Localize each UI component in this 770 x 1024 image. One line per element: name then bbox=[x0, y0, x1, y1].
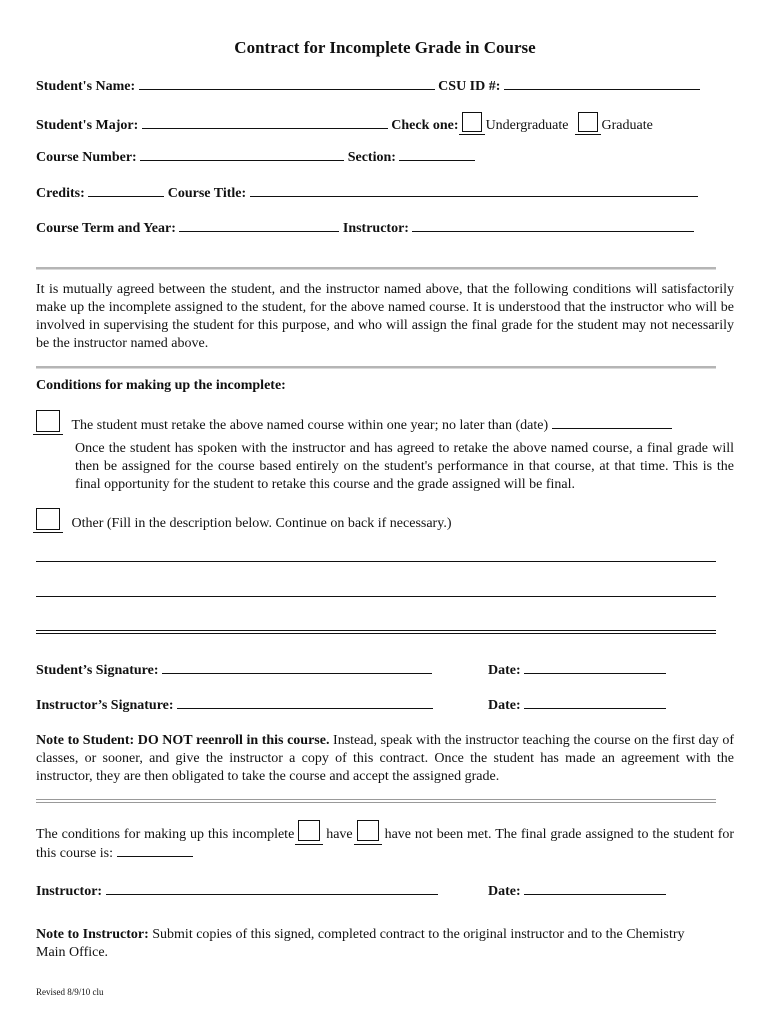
note-to-student-heading: Note to Student: DO NOT reenroll in this course. bbox=[36, 733, 330, 748]
other-text: Other (Fill in the description below. Continue on back if necessary.) bbox=[71, 516, 452, 531]
undergraduate-label: Undergraduate bbox=[485, 118, 569, 133]
final-instructor-field[interactable] bbox=[106, 882, 438, 895]
course-title-label: Course Title: bbox=[167, 186, 247, 201]
check-one-label: Check one: bbox=[391, 118, 459, 133]
student-date-field[interactable] bbox=[524, 661, 666, 674]
instructor-date-label: Date: bbox=[488, 698, 521, 713]
course-term-field[interactable] bbox=[179, 219, 339, 232]
credits-label: Credits: bbox=[36, 186, 85, 201]
completion-statement bbox=[36, 820, 734, 863]
other-description-line[interactable] bbox=[36, 596, 716, 597]
other-description-line[interactable] bbox=[36, 630, 716, 634]
have-not-checkbox[interactable] bbox=[357, 820, 379, 841]
course-number-field[interactable] bbox=[140, 148, 344, 161]
credits-field[interactable] bbox=[88, 184, 164, 197]
agreement-paragraph: It is mutually agreed between the student, and the instructor named above, that the following conditions will satisfactorily make up the incomplete assigned to the student, for the above named course. It is understood that the instructor who will be involved in supervising the student for this purpose, and who will assign the final grade for the student may not necessarily be the instructor named above. bbox=[36, 282, 734, 351]
graduate-label: Graduate bbox=[601, 118, 653, 133]
section-field[interactable] bbox=[399, 148, 475, 161]
have-checkbox[interactable] bbox=[298, 820, 320, 841]
csu-id-label: CSU ID #: bbox=[438, 79, 501, 94]
section-divider bbox=[36, 366, 716, 369]
course-number-label: Course Number: bbox=[36, 150, 137, 165]
section-label: Section: bbox=[347, 150, 396, 165]
instructor-signature-row bbox=[36, 696, 433, 714]
student-name-row bbox=[36, 77, 700, 95]
student-name-field[interactable] bbox=[139, 77, 435, 90]
csu-id-field[interactable] bbox=[504, 77, 700, 90]
student-major-row bbox=[36, 112, 653, 134]
revision-note: Revised 8/9/10 clu bbox=[36, 987, 104, 997]
note-to-instructor-heading: Note to Instructor: bbox=[36, 927, 149, 942]
instructor-label: Instructor: bbox=[342, 221, 409, 236]
final-date-label: Date: bbox=[488, 884, 521, 899]
final-grade-field[interactable] bbox=[117, 844, 193, 857]
graduate-checkbox[interactable] bbox=[578, 112, 598, 132]
section-divider bbox=[36, 267, 716, 270]
retake-option bbox=[36, 410, 672, 434]
other-description-line[interactable] bbox=[36, 561, 716, 562]
final-instructor-row bbox=[36, 882, 438, 900]
other-option bbox=[36, 508, 451, 532]
student-major-field[interactable] bbox=[142, 116, 388, 129]
student-name-label: Student's Name: bbox=[36, 79, 136, 94]
document-title: Contract for Incomplete Grade in Course bbox=[234, 38, 536, 57]
retake-text: The student must retake the above named course within one year; no later than (date) bbox=[71, 418, 549, 433]
note-to-instructor bbox=[36, 926, 686, 962]
other-checkbox[interactable] bbox=[36, 508, 60, 530]
have-not-label: have not been met. The final grade assigned to the student for this course is: bbox=[36, 827, 735, 861]
final-instructor-label: Instructor: bbox=[36, 884, 103, 899]
section-divider bbox=[36, 799, 716, 803]
instructor-field[interactable] bbox=[412, 219, 694, 232]
course-title-field[interactable] bbox=[250, 184, 698, 197]
student-signature-label: Student’s Signature: bbox=[36, 663, 159, 678]
course-number-row bbox=[36, 148, 475, 166]
note-to-student bbox=[36, 732, 734, 786]
course-term-label: Course Term and Year: bbox=[36, 221, 176, 236]
retake-checkbox[interactable] bbox=[36, 410, 60, 432]
completion-prefix: The conditions for making up this incomplete bbox=[36, 827, 295, 842]
student-date-row bbox=[488, 661, 666, 679]
instructor-date-field[interactable] bbox=[524, 696, 666, 709]
have-label: have bbox=[326, 827, 353, 842]
retake-date-field[interactable] bbox=[552, 416, 672, 429]
instructor-date-row bbox=[488, 696, 666, 714]
credits-row bbox=[36, 184, 698, 202]
final-date-row bbox=[488, 882, 666, 900]
retake-detail: Once the student has spoken with the instructor and has agreed to retake the above named course, a final grade will then be assigned for the course based entirely on the student's performance in that course, at that time. This is the final opportunity for the student to retake this course and the grade assigned will be final. bbox=[75, 441, 734, 492]
student-signature-row bbox=[36, 661, 432, 679]
instructor-signature-label: Instructor’s Signature: bbox=[36, 698, 174, 713]
student-major-label: Student's Major: bbox=[36, 118, 139, 133]
instructor-signature-field[interactable] bbox=[177, 696, 433, 709]
conditions-heading: Conditions for making up the incomplete: bbox=[36, 378, 286, 393]
final-date-field[interactable] bbox=[524, 882, 666, 895]
student-date-label: Date: bbox=[488, 663, 521, 678]
note-to-student-text: Instead, speak with the instructor teaching the course on the first day of classes, or sooner, and give the instructor a copy of this contract. Once the student has made an agreement with the instructor, they are then obligated to take the course and accept the assigned grade. bbox=[36, 733, 734, 784]
course-term-row bbox=[36, 219, 694, 237]
student-signature-field[interactable] bbox=[162, 661, 432, 674]
note-to-instructor-text: Submit copies of this signed, completed contract to the original instructor and to the Chemistry Main Office. bbox=[36, 927, 685, 960]
undergraduate-checkbox[interactable] bbox=[462, 112, 482, 132]
